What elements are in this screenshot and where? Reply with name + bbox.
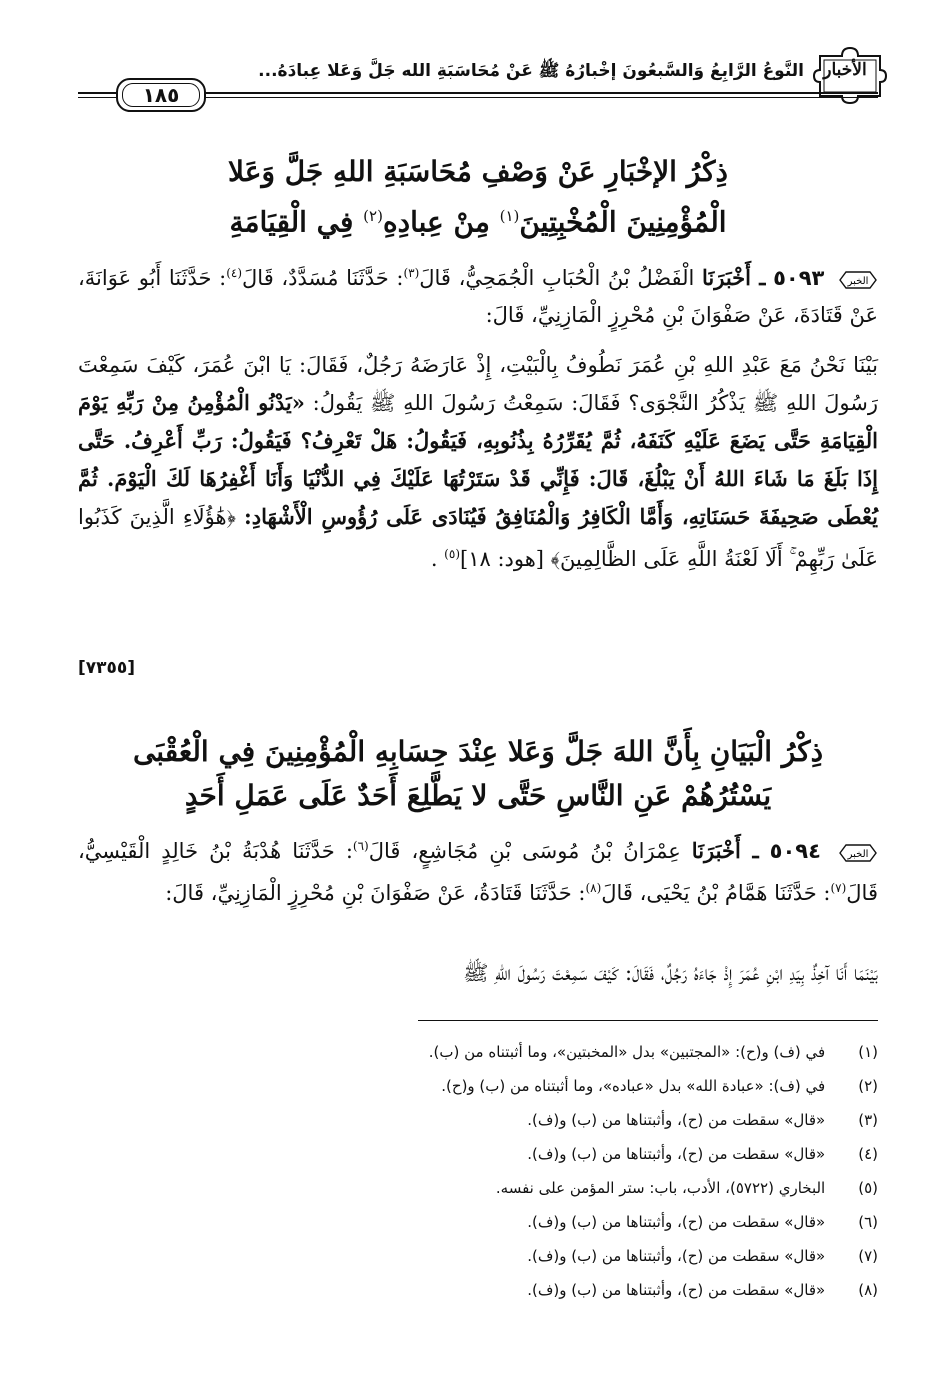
svg-text:الخبر: الخبر: [847, 848, 869, 860]
footnote-ref: (٤): [226, 266, 243, 280]
section-heading-1-line2: [118, 194, 838, 244]
footnote-text: في (ف) و(ح): «المجتبين» بدل «المخبتين»، وما أثبتناه من (ب).: [428, 1043, 826, 1061]
isnad-text: : حَدَّثَنَا هَمَّامُ بْنُ يَحْيَى، قَالَ: [601, 881, 831, 905]
footnote-item: [78, 1103, 878, 1137]
ayah-reference: [هود: ١٨]: [460, 547, 544, 571]
section-heading-1-line1: ذِكْرُ الإخْبَارِ عَنْ وَصْفِ مُحَاسَبَةِ اللهِ جَلَّ وَعَلا: [228, 155, 728, 188]
footnotes-list: [78, 1035, 878, 1307]
footnote-text: «قال» سقطت من (ح)، وأثبتناها من (ب) و(ف).: [527, 1247, 826, 1265]
footnote-text: البخاري (٥٧٢٢)، الأدب، باب: ستر المؤمن على نفسه.: [495, 1179, 826, 1197]
isnad-text: : حَدَّثَنَا هُدْبَةُ بْنُ خَالِدٍ الْقَيْسِيُّ، قَالَ: [78, 839, 878, 905]
footnote-number: (٨): [858, 1281, 878, 1299]
heading-text: فِي الْقِيَامَةِ: [229, 205, 354, 239]
footnote-number: (٤): [858, 1145, 878, 1163]
footnote-ref: (٨): [585, 881, 602, 895]
isnad-text: : حَدَّثَنَا مُسَدَّدٌ، قَالَ: [242, 266, 404, 290]
footnote-text: «قال» سقطت من (ح)، وأثبتناها من (ب) و(ف).: [527, 1145, 826, 1163]
isnad-text: : حَدَّثَنَا أَبُو عَوَانَةَ، عَنْ قَتَادَةَ، عَنْ صَفْوَانَ بْنِ مُحْرِزٍ الْمَازِنِيِّ، قَالَ:: [78, 266, 878, 327]
section-heading-1: [118, 150, 838, 244]
heading-text: الْمُؤْمِنِينَ الْمُخْبِتِينَ: [519, 205, 727, 239]
isnad-text: عِمْرَانُ بْنُ مُوسَى بْنِ مُجَاشِعٍ، قَالَ: [368, 839, 681, 863]
hadith-number: ٥٠٩٤: [769, 839, 821, 863]
isnad-text: الْفَضْلُ بْنُ الْحُبَابِ الْجُمَحِيُّ، قَالَ: [419, 266, 695, 290]
footnote-text: «قال» سقطت من (ح)، وأثبتناها من (ب) و(ف).: [527, 1111, 826, 1129]
footnote-text: «قال» سقطت من (ح)، وأثبتناها من (ب) و(ف).: [527, 1213, 826, 1231]
section-heading-2-line2: يَسْتُرُهُمْ عَنِ النَّاسِ حَتَّى لا يَطَّلِعَ أَحَدٌ عَلَى عَمَلِ أَحَدٍ: [184, 779, 772, 812]
footnote-separator: [418, 1020, 878, 1021]
prophetic-saying: «يَدْنُو الْمُؤْمِنُ مِنْ رَبِّهِ يَوْمَ الْقِيَامَةِ حَتَّى يَضَعَ عَلَيْهِ كَنَفَهُ، ثُمَّ يُقَرِّرُهُ بِذُنُوبِهِ، فَيَقُولُ: هَلْ تَعْرِفُ؟ فَيَقُولُ: رَبِّ أَعْرِفُ. حَتَّى إِذَا بَلَغَ مَا شَاءَ اللهُ أَنْ يَبْلُغَ، قَالَ: فَإِنِّي قَدْ سَتَرْتُهَا عَلَيْكَ فِي الدُّنْيَا وَأَنَا أَغْفِرُهَا لَكَ الْيَوْمَ. ثُمَّ يُعْطَى صَحِيفَةَ حَسَنَاتِهِ، وَأَمَّا الْكَافِرُ وَالْمُنَافِقُ فَيُنَادَى عَلَى رُؤُوسِ الْأَشْهَادِ:: [78, 390, 878, 529]
hadith-isnad: [78, 828, 878, 912]
page-number: ١٨٥: [116, 78, 206, 112]
footnote-item: [78, 1137, 878, 1171]
footnote-text: في (ف): «عبادة الله» بدل «عباده»، وما أثبتناه من (ب) و(ح).: [441, 1077, 826, 1095]
matn-text: بَيْنَمَا أَنَا آخِذٌ بِيَدِ ابْنِ عُمَرَ إِذْ جَاءَهُ رَجُلٌ، فَقَالَ: كَيْفَ سَمِعْتَ رَسُولَ اللهِ ﷺ: [463, 961, 878, 985]
footnote-item: [78, 1239, 878, 1273]
footnote-ref: (٢): [363, 207, 383, 225]
footnote-ref: (٦): [352, 839, 369, 853]
footnote-number: (٧): [858, 1247, 878, 1265]
footnote-number: (٦): [858, 1213, 878, 1231]
hadith-number: ٥٠٩٣: [773, 266, 825, 290]
section-heading-2: [118, 730, 838, 818]
footnote-item: [78, 1205, 878, 1239]
quran-ayah: ﴿هَٰؤُلَاءِ الَّذِينَ كَذَبُوا عَلَىٰ رَبِّهِمْ ۚ أَلَا لَعْنَةُ اللَّهِ عَلَى الظَّالِمِينَ﴾: [78, 505, 878, 571]
khabar-marker-icon: [838, 269, 878, 291]
hadith-matn: بَيْنَا نَحْنُ مَعَ عَبْدِ اللهِ بْنِ عُمَرَ نَطُوفُ بِالْبَيْتِ، إِذْ عَارَضَهُ رَجُلٌ، فَقَالَ: يَا ابْنَ عُمَرَ، كَيْفَ سَمِعْتَ رَسُولَ اللهِ ﷺ يَذْكُرُ النَّجْوَى؟ فَقَالَ: سَمِعْتُ رَسُولَ اللهِ ﷺ يَقُولُ: «يَدْنُو الْمُؤْمِنُ مِنْ رَبِّهِ يَوْمَ الْقِيَامَةِ حَتَّى يَضَعَ عَلَيْهِ كَنَفَهُ، ثُمَّ يُقَرِّرُهُ بِذُنُوبِهِ، فَيَقُولُ: هَلْ تَعْرِفُ؟ فَيَقُولُ: رَبِّ أَعْرِفُ. حَتَّى إِذَا بَلَغَ مَا شَاءَ اللهُ أَنْ يَبْلُغَ، قَالَ: فَإِنِّي قَدْ سَتَرْتُهَا عَلَيْكَ فِي الدُّنْيَا وَأَنَا أَغْفِرُهَا لَكَ الْيَوْمَ. ثُمَّ يُعْطَى صَحِيفَةَ حَسَنَاتِهِ، وَأَمَّا الْكَافِرُ وَالْمُنَافِقُ فَيُنَادَى عَلَى رُؤُوسِ الْأَشْهَادِ: ﴿هَٰؤُلَاءِ الَّذِينَ كَذَبُوا عَلَىٰ رَبِّهِمْ ۚ أَلَا لَعْنَةُ اللَّهِ عَلَى الظَّالِمِينَ﴾ [هود: ١٨]$^{(٥)}$ .: [78, 353, 879, 571]
matn-text: بَيْنَا نَحْنُ مَعَ عَبْدِ اللهِ بْنِ عُمَرَ نَطُوفُ بِالْبَيْتِ، إِذْ عَارَضَهُ رَجُلٌ، فَقَالَ: يَا ابْنَ عُمَرَ، كَيْفَ سَمِعْتَ رَسُولَ اللهِ ﷺ يَذْكُرُ النَّجْوَى؟ فَقَالَ: سَمِعْتُ رَسُولَ اللهِ ﷺ يَقُولُ:: [78, 353, 879, 415]
running-header: [78, 40, 878, 110]
akhbarana-label: ـ أَخْبَرَنَا: [691, 838, 759, 863]
header-badge-label: الأخبار: [823, 60, 867, 80]
hadith-matn: [78, 955, 878, 992]
footnote-text: «قال» سقطت من (ح)، وأثبتناها من (ب) و(ف).: [527, 1281, 826, 1299]
hadith-isnad: [78, 255, 878, 334]
svg-text:الخبر: الخبر: [847, 275, 869, 287]
footnote-item: [78, 1273, 878, 1307]
cross-reference-number: [٧٣٥٥]: [78, 658, 136, 678]
footnote-ref: (١): [499, 207, 520, 225]
heading-text: مِنْ عِبادِهِ: [382, 205, 490, 239]
footnote-number: (١): [858, 1043, 878, 1061]
footnote-item: [78, 1035, 878, 1069]
footnote-ref: (٥): [444, 547, 460, 561]
footnote-item: [78, 1171, 878, 1205]
khabar-marker-icon: [838, 842, 878, 864]
footnote-item: [78, 1069, 878, 1103]
footnote-number: (٢): [858, 1077, 878, 1095]
running-header-title: النَّوعُ الرَّابِعُ وَالسَّبعُونَ إخْبارُهُ ﷺ عَنْ مُحَاسَبَةِ الله جَلَّ وَعَلا عِبادَهُ...: [258, 61, 804, 81]
footnote-number: (٣): [858, 1111, 878, 1129]
akhbarana-label: ـ أَخْبَرَنَا: [702, 265, 766, 290]
book-page: [78, 40, 878, 1360]
isnad-text: : حَدَّثَنَا قَتَادَةُ، عَنْ صَفْوَانَ بْنِ مُحْرِزٍ الْمَازِنِيِّ، قَالَ:: [165, 881, 586, 905]
footnote-number: (٥): [858, 1179, 878, 1197]
footnote-ref: (٣): [403, 266, 420, 280]
footnote-ref: (٧): [830, 881, 847, 895]
section-heading-2-line1: ذِكْرُ الْبَيَانِ بِأَنَّ اللهَ جَلَّ وَعَلا عِنْدَ حِسَابِهِ الْمُؤْمِنِينَ فِي الْعُقْبَى: [132, 735, 824, 768]
